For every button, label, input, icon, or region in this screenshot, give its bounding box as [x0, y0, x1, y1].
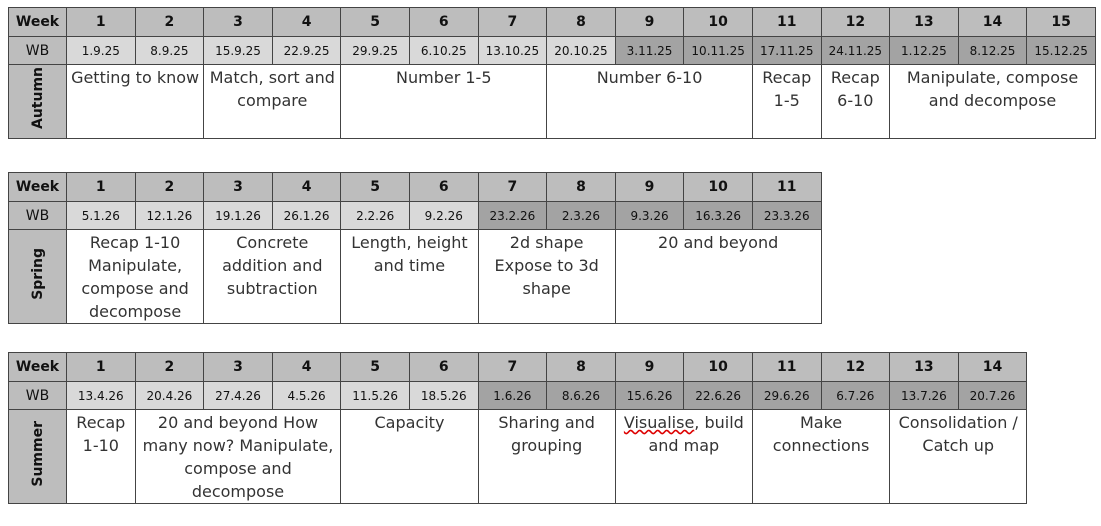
week-number: 7 [478, 8, 547, 37]
week-beginning-date: 16.3.26 [684, 202, 753, 230]
week-number: 14 [958, 353, 1027, 382]
week-number: 4 [272, 8, 341, 37]
week-label: Week [9, 173, 67, 202]
week-number: 13 [890, 8, 959, 37]
week-beginning-date: 26.1.26 [272, 202, 341, 230]
week-beginning-date: 12.1.26 [135, 202, 204, 230]
week-beginning-date: 2.2.26 [341, 202, 410, 230]
week-number: 9 [615, 173, 684, 202]
wb-row [9, 37, 1096, 65]
topic-cell: Length, height and time [341, 230, 478, 324]
season-label [9, 230, 67, 324]
week-number: 9 [615, 353, 684, 382]
topic-cell: Consolidation / Catch up [890, 410, 1027, 504]
week-number: 6 [409, 173, 478, 202]
topic-cell: Recap 6-10 [821, 65, 890, 139]
topic-row [9, 230, 822, 324]
week-beginning-date: 8.6.26 [547, 382, 616, 410]
week-beginning-date: 27.4.26 [204, 382, 273, 410]
topic-cell: Capacity [341, 410, 478, 504]
week-beginning-date: 6.7.26 [821, 382, 890, 410]
week-number: 9 [615, 8, 684, 37]
season-label [9, 410, 67, 504]
week-number: 2 [135, 8, 204, 37]
week-number: 11 [752, 8, 821, 37]
season-text: Summer [29, 420, 46, 487]
week-number: 5 [341, 8, 410, 37]
week-number: 8 [547, 353, 616, 382]
topic-cell: Recap 1-10 [67, 410, 136, 504]
wb-row [9, 382, 1027, 410]
season-text: Spring [29, 247, 46, 300]
week-number: 10 [684, 8, 753, 37]
topic-cell: Make connections [752, 410, 889, 504]
week-beginning-date: 3.11.25 [615, 37, 684, 65]
topic-cell: Getting to know [67, 65, 204, 139]
week-number: 10 [684, 173, 753, 202]
week-number: 5 [341, 173, 410, 202]
misspelled-word: Visualise [623, 413, 695, 432]
week-number: 7 [478, 173, 547, 202]
week-beginning-date: 20.7.26 [958, 382, 1027, 410]
week-number: 2 [135, 173, 204, 202]
spring-table [8, 172, 822, 324]
week-number: 13 [890, 353, 959, 382]
week-number: 5 [341, 353, 410, 382]
week-number: 8 [547, 8, 616, 37]
wb-row [9, 202, 822, 230]
topic-cell [615, 410, 752, 504]
week-beginning-date: 15.9.25 [204, 37, 273, 65]
autumn-table [8, 7, 1096, 139]
week-number: 15 [1027, 8, 1096, 37]
topic-cell: Recap 1-5 [752, 65, 821, 139]
topic-cell: Number 1-5 [341, 65, 547, 139]
week-number: 6 [409, 353, 478, 382]
week-beginning-date: 13.7.26 [890, 382, 959, 410]
week-beginning-date: 19.1.26 [204, 202, 273, 230]
topic-row [9, 65, 1096, 139]
week-beginning-date: 13.4.26 [67, 382, 136, 410]
week-number: 6 [409, 8, 478, 37]
week-number: 3 [204, 353, 273, 382]
week-beginning-date: 20.4.26 [135, 382, 204, 410]
week-beginning-date: 24.11.25 [821, 37, 890, 65]
topic-cell: Concrete addition and subtraction [204, 230, 341, 324]
week-beginning-date: 8.12.25 [958, 37, 1027, 65]
week-beginning-date: 29.9.25 [341, 37, 410, 65]
week-beginning-date: 5.1.26 [67, 202, 136, 230]
week-number: 3 [204, 173, 273, 202]
summer-table [8, 352, 1027, 504]
week-beginning-date: 13.10.25 [478, 37, 547, 65]
topic-text: , build and map [648, 413, 744, 455]
topic-row [9, 410, 1027, 504]
topic-cell: Number 6-10 [547, 65, 753, 139]
topic-cell: 20 and beyond How many now? Manipulate, compose and decompose [135, 410, 341, 504]
week-beginning-date: 23.3.26 [752, 202, 821, 230]
topic-cell: 2d shape Expose to 3d shape [478, 230, 615, 324]
week-number: 2 [135, 353, 204, 382]
week-beginning-date: 1.12.25 [890, 37, 959, 65]
week-number: 1 [67, 173, 136, 202]
week-number: 11 [752, 353, 821, 382]
week-number: 4 [272, 173, 341, 202]
week-number: 4 [272, 353, 341, 382]
wb-label: WB [9, 37, 67, 65]
week-beginning-date: 10.11.25 [684, 37, 753, 65]
week-beginning-date: 29.6.26 [752, 382, 821, 410]
week-number: 11 [752, 173, 821, 202]
season-text: Autumn [29, 67, 46, 130]
week-beginning-date: 11.5.26 [341, 382, 410, 410]
week-beginning-date: 9.3.26 [615, 202, 684, 230]
week-number: 1 [67, 8, 136, 37]
week-beginning-date: 6.10.25 [409, 37, 478, 65]
week-label: Week [9, 353, 67, 382]
week-beginning-date: 22.6.26 [684, 382, 753, 410]
topic-cell: Manipulate, compose and decompose [890, 65, 1096, 139]
week-number: 1 [67, 353, 136, 382]
season-label [9, 65, 67, 139]
week-number: 14 [958, 8, 1027, 37]
week-beginning-date: 1.6.26 [478, 382, 547, 410]
week-number: 7 [478, 353, 547, 382]
week-beginning-date: 2.3.26 [547, 202, 616, 230]
topic-cell: Sharing and grouping [478, 410, 615, 504]
week-beginning-date: 22.9.25 [272, 37, 341, 65]
wb-label: WB [9, 382, 67, 410]
topic-cell: Match, sort and compare [204, 65, 341, 139]
week-label: Week [9, 8, 67, 37]
week-beginning-date: 1.9.25 [67, 37, 136, 65]
topic-cell: Recap 1-10 Manipulate, compose and decompose [67, 230, 204, 324]
week-row [9, 353, 1027, 382]
week-number: 10 [684, 353, 753, 382]
week-beginning-date: 23.2.26 [478, 202, 547, 230]
week-beginning-date: 15.12.25 [1027, 37, 1096, 65]
week-beginning-date: 9.2.26 [409, 202, 478, 230]
week-number: 8 [547, 173, 616, 202]
topic-cell: 20 and beyond [615, 230, 821, 324]
week-number: 3 [204, 8, 273, 37]
week-row [9, 8, 1096, 37]
week-beginning-date: 18.5.26 [409, 382, 478, 410]
week-beginning-date: 15.6.26 [615, 382, 684, 410]
week-beginning-date: 8.9.25 [135, 37, 204, 65]
week-beginning-date: 20.10.25 [547, 37, 616, 65]
week-number: 12 [821, 353, 890, 382]
week-beginning-date: 17.11.25 [752, 37, 821, 65]
week-row [9, 173, 822, 202]
wb-label: WB [9, 202, 67, 230]
week-beginning-date: 4.5.26 [272, 382, 341, 410]
week-number: 12 [821, 8, 890, 37]
